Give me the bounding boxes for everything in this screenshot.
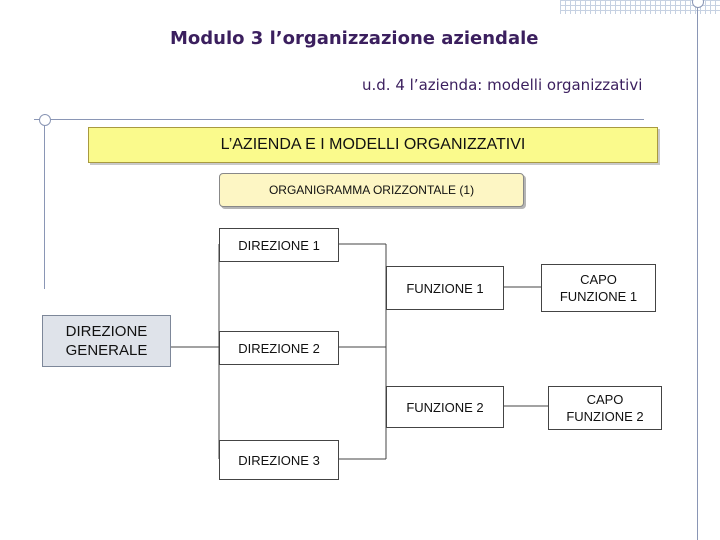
function-2-box: [386, 386, 504, 428]
function-2-head-box: [548, 386, 662, 430]
function-2-head-line2: FUNZIONE 2: [566, 409, 644, 424]
lesson-subtitle: u.d. 4 l’azienda: modelli organizzativi: [362, 76, 643, 94]
function-2-label: FUNZIONE 2: [406, 399, 484, 415]
function-1-head-line1: CAPO: [580, 272, 617, 287]
sub-banner-text: ORGANIGRAMMA ORIZZONTALE (1): [268, 183, 475, 197]
direction-2-box: [219, 331, 339, 365]
function-1-head-line2: FUNZIONE 1: [559, 289, 638, 304]
direction-1-label: DIREZIONE 1: [238, 237, 320, 253]
direction-1-box: [219, 228, 339, 262]
function-2-head-line1: CAPO: [586, 392, 624, 407]
direction-2-label: DIREZIONE 2: [238, 340, 320, 356]
module-title: Modulo 3 l’organizzazione aziendale: [170, 28, 539, 49]
function-1-label: FUNZIONE 1: [406, 280, 484, 296]
general-direction-line1: DIREZIONE: [65, 323, 148, 340]
direction-3-box: [219, 440, 339, 480]
direction-3-label: DIREZIONE 3: [238, 452, 320, 468]
function-1-box: [386, 266, 504, 310]
general-direction-line2: GENERALE: [65, 342, 148, 359]
main-banner-text: L’AZIENDA E I MODELLI ORGANIZZATIVI: [220, 136, 526, 153]
function-1-head-box: [541, 264, 656, 312]
general-direction-box: [42, 315, 171, 367]
